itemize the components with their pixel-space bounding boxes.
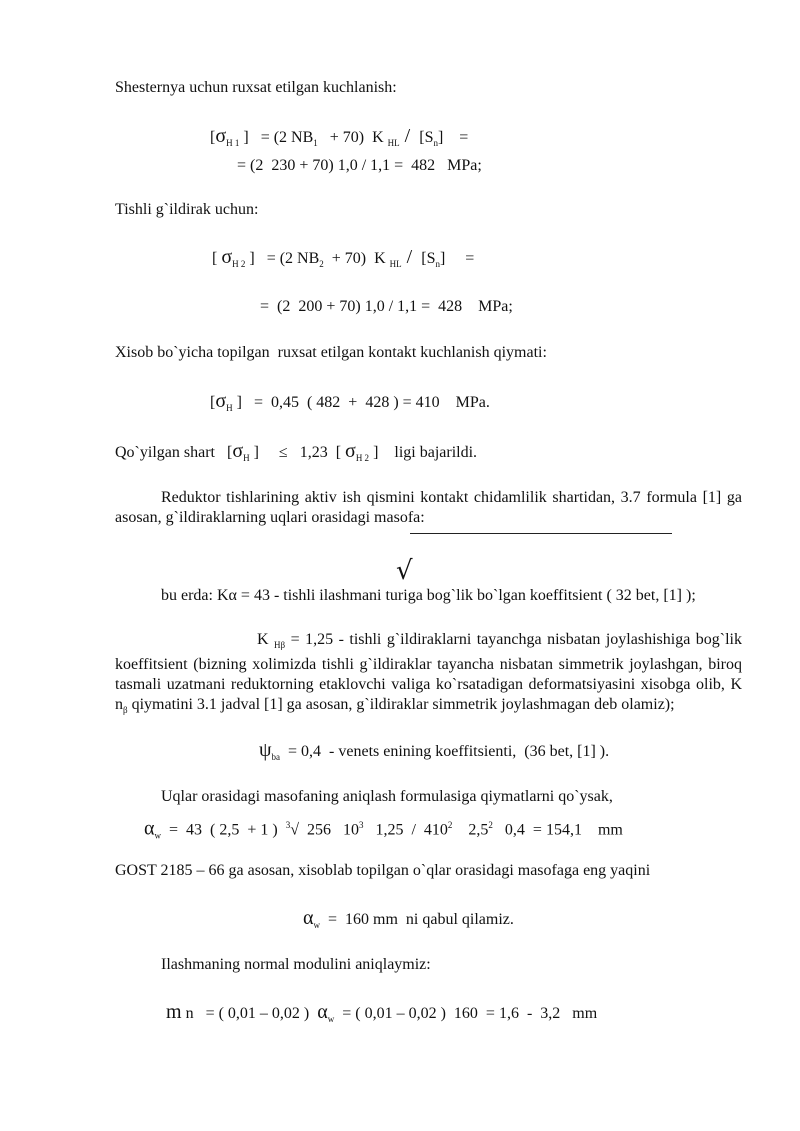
heading-normal-module: Ilashmaning normal modulini aniqlaymiz: [161, 956, 431, 973]
formula-wheel-stress-line1: [ $\sigma_{H 2}$ ] = (2 $NB_2 + 70$) K $_{HL} / [S_n]$ = [212, 246, 475, 270]
heading-gear-wheel: Tishli g`ildirak uchun: [115, 201, 259, 218]
heading-design-contact-stress: Xisob bo`yicha topilgan ruxsat etilgan kontakt kuchlanish qiymati: [115, 344, 547, 361]
formula-wheel-stress-line2: = (2 200 + 70) 1,0 / 1,1 = 428 MPa; [260, 298, 513, 315]
formula-center-distance-calculated: $\alpha_w = 43$ ( 2,5 + 1 ) $^3$√ 256 $10^3$ $1,25 / 410^2$ $2,5^2$ 0,4 = 154,1 mm [144, 817, 623, 841]
condition-check-line: Qo`yilgan shart [$\sigma_H$ ] ≤ 1,23 [ $\sigma_{H 2}$ ] ligi bajarildi. [115, 440, 478, 464]
paragraph-center-distance-intro: Reduktor tishlarining aktiv ish qismini kontakt chidamlilik shartidan, 3.7 formula [1] ga asosan, g`ildiraklarning uqlari orasidagi masofa: [115, 489, 742, 526]
paragraph-k-alpha: bu erda: Kα = 43 - tishli ilashmani turiga bog`lik bo`lgan koeffitsient ( 32 bet, [1] ); [161, 587, 696, 604]
heading-pinion-allowable-stress: Shesternya uchun ruxsat etilgan kuchlanish: [115, 79, 397, 96]
formula-design-contact-stress: [$\sigma_H$ ] = 0,45 ( 482 + 428 ) = 410 MPa. [210, 390, 490, 414]
paragraph-gost-standard: GOST 2185 – 66 ga asosan, xisoblab topilgan o`qlar orasidagi masofaga eng yaqini [115, 862, 651, 879]
formula-normal-module: m n = ( 0,01 – 0,02 ) $\alpha_w$ = ( 0,01 – 0,02 ) 160 = 1,6 - 3,2 mm [166, 1001, 598, 1025]
sqrt-symbol-icon: √ [396, 556, 413, 586]
psi-ba-line: $\psi_{ba} = 0,4$ - venets enining koeffitsienti, (36 bet, [1] ). [259, 739, 610, 763]
formula-pinion-stress-line2: = (2 230 + 70) 1,0 / 1,1 = 482 MPa; [237, 157, 482, 174]
paragraph-k-h-beta: K $_{H\beta}$ = 1,25 - tishli g`ildiraklarni tayanchga nisbatan joylashishiga bog`lik koeffitsient (bizning xolimizda tishli g`ildiraklar tayancha nisbatan simmetrik joylashgan, biroq tasmali uzatmani reduktorning etaklovchi valiga ko`rsatadigan deformatsiyasini xisobga olib, K $n_\beta$ qiymatini 3.1 jadval [1] ga asosan, g`ildiraklar simmetrik joylashmagan deb olamiz); [115, 631, 742, 716]
formula-pinion-stress-line1: [$\sigma_{H 1}$ ] = (2 $NB_1 + 70$) K $_{HL} / [S_n]$ = [210, 125, 469, 149]
formula-center-distance-accepted: $\alpha_w = 160$ mm ni qabul qilamiz. [303, 907, 514, 931]
heading-substitute-values: Uqlar orasidagi masofaning aniqlash formulasiga qiymatlarni qo`ysak, [161, 788, 613, 805]
sqrt-vinculum [410, 533, 672, 534]
